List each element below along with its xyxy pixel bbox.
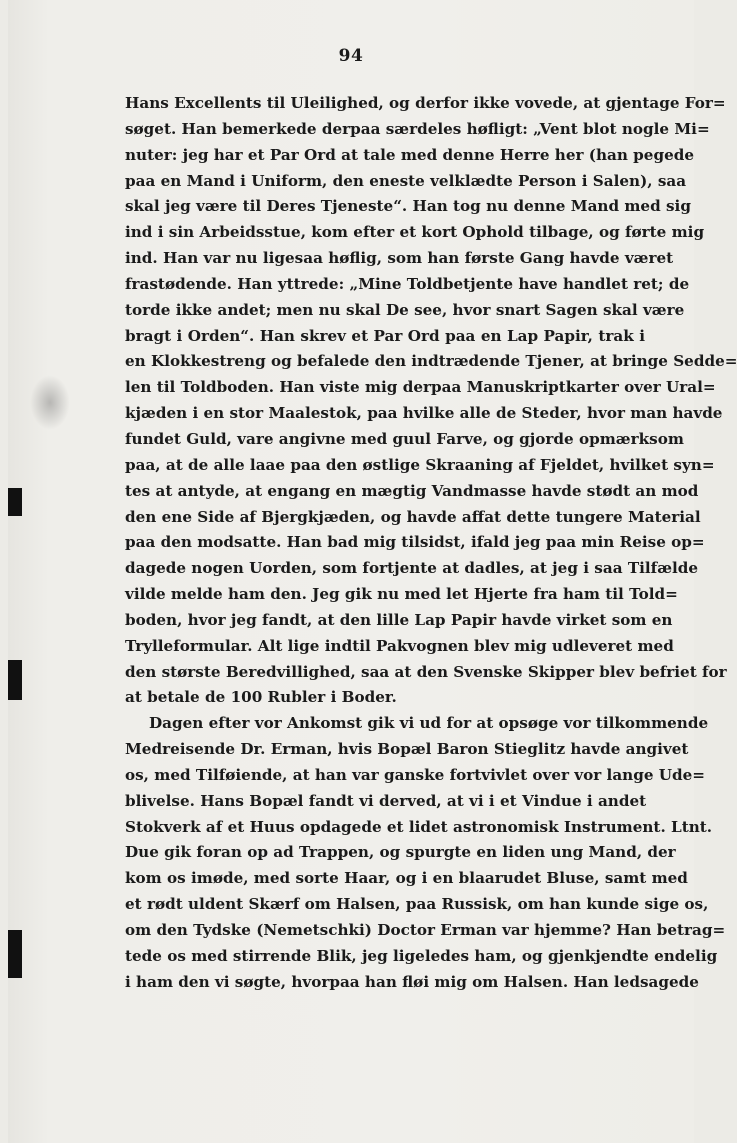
body-text <box>125 91 737 996</box>
text-line: paa en Mand i Uniform, den eneste velklædte Person i Salen), saa <box>125 171 687 190</box>
text-line: Hans Excellents til Uleilighed, og derfor ikke vovede, at gjentage For= <box>125 94 726 112</box>
text-line: ind i sin Arbeidsstue, kom efter et kort Ophold tilbage, og førte mig <box>125 223 705 242</box>
text-line: Stokverk af et Huus opdagede et lidet astronomisk Instrument. Ltnt. <box>125 817 713 836</box>
text-line: at betale de 100 Rubler i Boder. <box>125 688 397 707</box>
text-line: blivelse. Hans Bopæl fandt vi derved, at vi i et Vindue i andet <box>125 791 647 810</box>
binding-edge-mark <box>8 930 22 978</box>
text-line: torde ikke andet; men nu skal De see, hvor snart Sagen skal være <box>125 300 685 319</box>
book-page <box>8 0 737 1143</box>
text-line: søget. Han bemerkede derpaa særdeles høfligt: „Vent blot nogle Mi= <box>125 119 710 138</box>
text-line: len til Toldboden. Han viste mig derpaa Manuskriptkarter over Ural= <box>125 378 716 397</box>
binding-edge-mark <box>8 660 22 700</box>
text-line: nuter: jeg har et Par Ord at tale med denne Herre her (han pegede <box>125 145 695 164</box>
text-line: en Klokkestreng og befalede den indtrædende Tjener, at bringe Sedde= <box>125 352 737 371</box>
text-line: paa, at de alle laae paa den østlige Skraaning af Fjeldet, hvilket syn= <box>125 455 715 474</box>
text-line: vilde melde ham den. Jeg gik nu med let Hjerte fra ham til Told= <box>125 585 678 604</box>
text-line: os, med Tilføiende, at han var ganske fortvivlet over vor lange Ude= <box>125 765 706 784</box>
text-line: den ene Side af Bjergkjæden, og havde affat dette tungere Material <box>125 507 701 526</box>
text-line: tede os med stirrende Blik, jeg ligeledes ham, og gjenkjendte endelig <box>125 946 718 965</box>
text-line: den største Beredvillighed, saa at den Svenske Skipper blev befriet for <box>125 662 727 681</box>
text-line: boden, hvor jeg fandt, at den lille Lap Papir havde virket som en <box>125 610 673 629</box>
text-line: tes at antyde, at engang en mægtig Vandmasse havde stødt an mod <box>125 481 699 500</box>
binding-edge-mark <box>8 488 22 516</box>
text-line: om den Tydske (Nemetschki) Doctor Erman var hjemme? Han betrag= <box>125 921 726 939</box>
text-line: bragt i Orden“. Han skrev et Par Ord paa en Lap Papir, trak i <box>125 326 645 345</box>
text-line: fundet Guld, vare angivne med guul Farve, og gjorde opmærksom <box>125 429 684 448</box>
text-line: Dagen efter vor Ankomst gik vi ud for at opsøge vor tilkommende <box>149 714 709 733</box>
text-line: Medreisende Dr. Erman, hvis Bopæl Baron Stieglitz havde angivet <box>125 740 689 759</box>
text-line: kjæden i en stor Maalestok, paa hvilke alle de Steder, hvor man havde <box>125 404 723 423</box>
text-line: skal jeg være til Deres Tjeneste“. Han tog nu denne Mand med sig <box>125 197 691 216</box>
text-line: i ham den vi søgte, hvorpaa han fløi mig om Halsen. Han ledsagede <box>125 972 699 991</box>
page-number: 94 <box>338 46 364 66</box>
text-line: kom os imøde, med sorte Haar, og i en blaarudet Bluse, samt med <box>125 869 688 888</box>
text-line: frastødende. Han yttrede: „Mine Toldbetjente have handlet ret; de <box>125 274 690 293</box>
text-line: paa den modsatte. Han bad mig tilsidst, ifald jeg paa min Reise op= <box>125 533 705 552</box>
text-line: ind. Han var nu ligesaa høflig, som han første Gang havde været <box>125 249 674 268</box>
text-line: et rødt uldent Skærf om Halsen, paa Russisk, om han kunde sige os, <box>125 895 709 914</box>
text-line: Due gik foran op ad Trappen, og spurgte en liden ung Mand, der <box>125 843 676 862</box>
scan-smudge <box>30 375 70 430</box>
text-line: dagede nogen Uorden, som fortjente at dadles, at jeg i saa Tilfælde <box>125 559 699 578</box>
text-line: Trylleformular. Alt lige indtil Pakvognen blev mig udleveret med <box>125 636 674 655</box>
